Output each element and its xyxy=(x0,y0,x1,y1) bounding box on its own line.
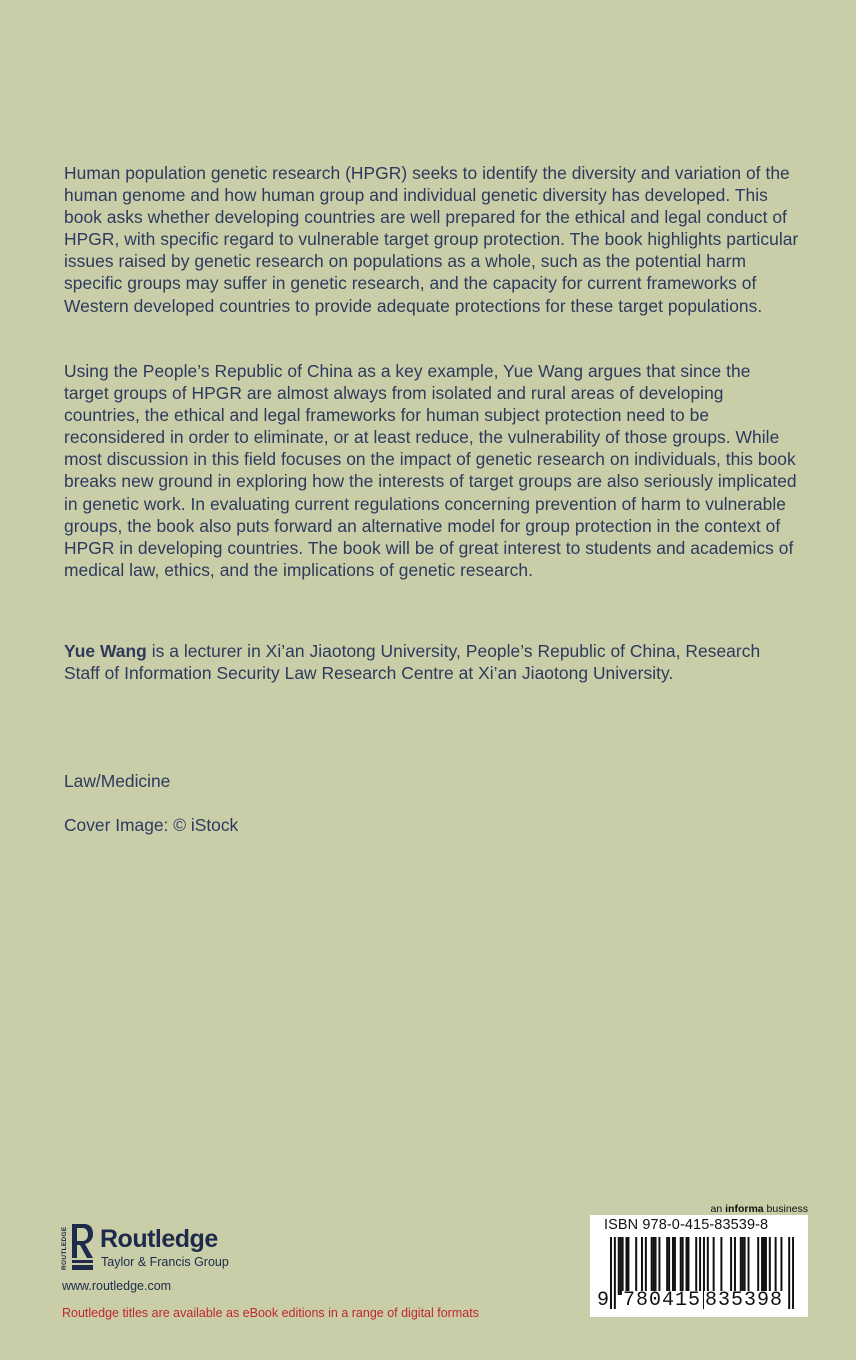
description-paragraph-2: Using the People’s Republic of China as a key example, Yue Wang argues that since the target groups of HPGR are almost always from isolated and rural areas of developing countries, the ethical and legal frameworks for human subject protection need to be reconsidered in order to eliminate, or at least reduce, the vulnerability of those groups. While most discussion in this field focuses on the impact of genetic research on individuals, this book breaks new ground in exploring how the interests of target groups are also seriously implicated in genetic work. In evaluating current regulations concerning prevention of harm to vulnerable groups, the book also puts forward an alternative model for group protection in the context of HPGR in developing countries. The book will be of great interest to students and academics of medical law, ethics, and the implications of genetic research. xyxy=(64,361,797,580)
barcode-bar xyxy=(666,1237,668,1295)
author-bio-text: is a lecturer in Xi’an Jiaotong University, People’s Republic of China, Research Staff of Information Security Law Research Centre at Xi’an Jiaotong University. xyxy=(64,641,761,684)
barcode-bar xyxy=(757,1237,759,1295)
barcode-bar xyxy=(780,1237,782,1295)
barcode-bar xyxy=(668,1237,670,1295)
barcode-bar xyxy=(695,1237,697,1295)
barcode-bar xyxy=(740,1237,742,1295)
barcode-bar xyxy=(635,1237,637,1295)
barcode-bar xyxy=(713,1237,715,1295)
ean-right-group: 835398 xyxy=(705,1289,784,1312)
barcode-bar xyxy=(742,1237,744,1295)
barcode-bar xyxy=(761,1237,763,1295)
author-name: Yue Wang xyxy=(64,641,147,661)
barcode-bar xyxy=(658,1237,660,1295)
barcode-bar xyxy=(682,1237,684,1295)
informa-tagline xyxy=(700,1203,808,1215)
barcode-bar xyxy=(627,1237,629,1295)
informa-prefix: an xyxy=(710,1203,726,1215)
barcode-bar xyxy=(622,1237,624,1295)
cover-credit: Cover Image: © iStock xyxy=(64,815,239,835)
barcode-bar xyxy=(645,1237,647,1295)
barcode-bar xyxy=(618,1237,620,1295)
barcode-bar xyxy=(655,1237,657,1295)
barcode-bar xyxy=(792,1237,794,1309)
barcode-bar xyxy=(653,1237,655,1295)
barcode-bar xyxy=(610,1237,612,1309)
subject-category: Law/Medicine xyxy=(64,771,171,791)
routledge-vertical-mark: ROUTLEDGE xyxy=(61,1226,68,1270)
barcode-bar xyxy=(775,1237,777,1295)
barcode-bar xyxy=(687,1237,689,1295)
isbn-barcode xyxy=(590,1215,808,1317)
ebook-availability-note: Routledge titles are available as eBook editions in a range of digital formats xyxy=(62,1306,479,1320)
author-bio xyxy=(64,640,799,684)
ean-first-digit: 9 xyxy=(597,1289,610,1312)
barcode-bar xyxy=(730,1237,732,1295)
routledge-logo xyxy=(60,1222,260,1272)
informa-suffix: business xyxy=(763,1203,808,1215)
publisher-group: Taylor & Francis Group xyxy=(101,1255,229,1269)
barcode-bar xyxy=(744,1237,746,1295)
barcode-bar xyxy=(620,1237,622,1295)
ean-left-group: 780415 xyxy=(623,1289,702,1312)
barcode-bar xyxy=(686,1237,688,1295)
barcode-bar xyxy=(674,1237,676,1295)
barcode-bar xyxy=(734,1237,736,1295)
barcode-bar xyxy=(614,1237,616,1309)
isbn-label: ISBN 978-0-415-83539-8 xyxy=(604,1217,769,1233)
barcode-bar xyxy=(788,1237,790,1309)
barcode-bar xyxy=(769,1237,771,1295)
barcode-bar xyxy=(748,1237,750,1295)
barcode-bar xyxy=(672,1237,674,1295)
barcode-bar xyxy=(707,1237,709,1295)
barcode-bar xyxy=(651,1237,653,1295)
routledge-r-icon xyxy=(60,1222,94,1272)
publisher-website[interactable]: www.routledge.com xyxy=(62,1279,172,1293)
barcode-bar xyxy=(680,1237,682,1295)
barcode-bar xyxy=(763,1237,765,1295)
informa-brand: informa xyxy=(725,1203,764,1215)
barcode-bar xyxy=(765,1237,767,1295)
barcode-bar xyxy=(641,1237,643,1295)
barcode-bar xyxy=(720,1237,722,1295)
publisher-name: Routledge xyxy=(100,1225,218,1253)
description-paragraph-1: Human population genetic research (HPGR) seeks to identify the diversity and variation of the human genome and how human group and individual genetic diversity has developed. This book asks whether developing countries are well prepared for the ethical and legal conduct of HPGR, with specific regard to vulnerable target group protection. The book highlights particular issues raised by genetic research on populations as a whole, such as the potential harm specific groups may suffer in genetic research, and the capacity for current frameworks of Western developed countries to provide adequate protections for these target populations. xyxy=(64,163,799,316)
barcode-bar xyxy=(625,1237,627,1295)
